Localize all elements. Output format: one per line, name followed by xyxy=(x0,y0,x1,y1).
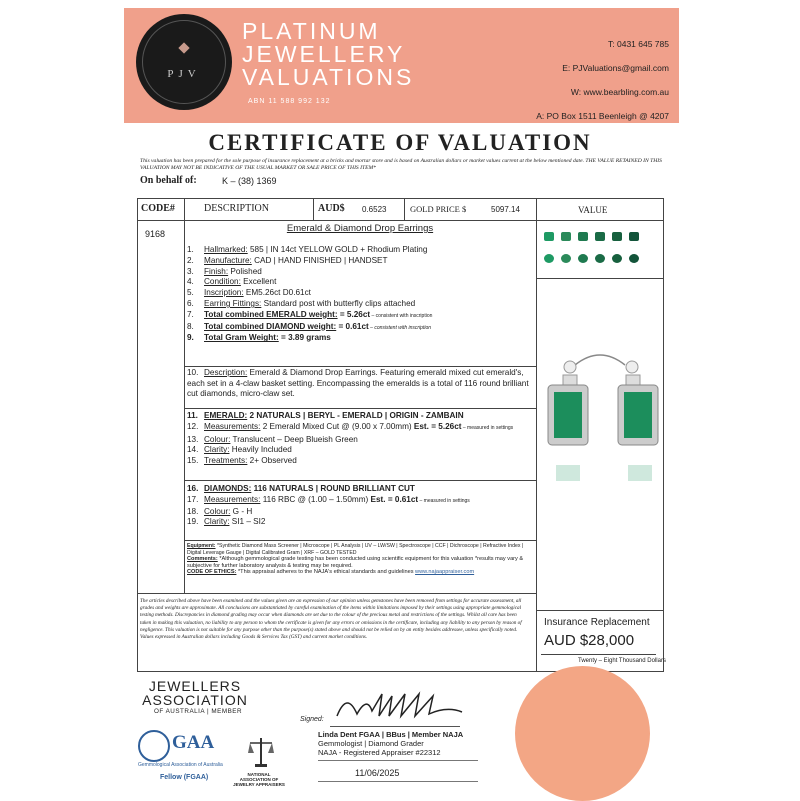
emerald-details xyxy=(187,411,513,467)
abn-number: ABN 11 588 992 132 xyxy=(248,98,331,105)
naja-full-name: NATIONAL ASSOCIATION OF JEWELRY APPRAISERS xyxy=(233,772,285,787)
date-line-bottom xyxy=(318,781,478,782)
company-logo xyxy=(136,14,232,110)
header-divider xyxy=(137,220,664,221)
list-item: 11. EMERALD: 2 NATURALS | BERYL - EMERALD | ORIGIN - ZAMBAIN xyxy=(187,411,464,420)
postal-address: A: PO Box 1511 Beenleigh @ 4207 xyxy=(536,111,669,121)
gold-price-header: GOLD PRICE $ xyxy=(410,204,467,214)
item-code: 9168 xyxy=(145,229,166,239)
legal-disclaimer: The articles described above have been examined and the values given are an expression of our opinion unless gemstones have been removed from settings for accurate assessment, all grades and weights are approximate. All conclusions are substantiated by careful examination of the items within limitations imposed by their settings using appropriate gemmological testing methods. Discrepancies in diamond grading may occur when diamonds are set due to the colour of the precious metal and restrictions of the settings. Whilst all care has been taken in making this valuation, no liability to any person to whom the certificate is given for any errors or omissions in the certificate, including any liability to any person by reason of negligence. This valuation is not suitable for any purpose other than the purpose(s) stated above and should not be relied on by an entity besides addressee, unless specifically noted. Values expressed in Australian dollars including Goods & Services Tax (GST) and current market conditions. xyxy=(140,598,522,641)
row-divider xyxy=(184,408,536,409)
naja-link[interactable]: www.najaappraiser.com xyxy=(415,569,475,576)
website-link[interactable]: W: www.bearbling.com.au xyxy=(570,87,669,97)
row-divider xyxy=(184,480,536,481)
colour-swatch xyxy=(629,254,639,263)
insurance-value-words: Twenty – Eight Thousand Dollars xyxy=(578,658,666,664)
colour-swatch xyxy=(578,232,588,241)
header-cell-divider xyxy=(313,198,314,220)
email-address[interactable]: E: PJValuations@gmail.com xyxy=(562,63,669,73)
value-column-divider xyxy=(536,198,537,671)
list-item: 9. Total Gram Weight: = 3.89 grams xyxy=(187,333,331,343)
colour-swatch xyxy=(595,232,605,241)
item-description: 10. Description: Emerald & Diamond Drop Earrings. Featuring emerald mixed cut emerald's, each set in a 4-claw basket setting. Encompassing the emeralds is a total of 116 round brilliant cut diamonds, micro-claw set. xyxy=(187,368,529,398)
colour-swatch xyxy=(578,254,588,263)
row-divider xyxy=(137,593,536,594)
description-header: DESCRIPTION xyxy=(204,203,270,214)
signer-name: Linda Dent FGAA | BBus | Member NAJA xyxy=(318,730,464,739)
contact-details xyxy=(536,32,669,128)
logo-text: PJV xyxy=(167,68,201,80)
letterhead-banner xyxy=(124,8,679,123)
code-column-divider xyxy=(184,198,185,593)
list-item: 16. DIAMONDS: 116 NATURALS | ROUND BRILLIANT CUT xyxy=(187,484,415,493)
list-item: 17. Measurements: 116 RBC @ (1.00 – 1.50mm) Est. = 0.61ct – measured in settings xyxy=(187,494,470,504)
ethics-note: CODE OF ETHICS: *This appraisal adheres to the NAJA's ethical standards and guidelines www.najaappraiser.com xyxy=(187,569,475,576)
list-item: 14. Clarity: Heavily Included xyxy=(187,445,292,455)
list-item: 4. Condition: Excellent xyxy=(187,277,277,287)
company-name xyxy=(242,20,414,89)
date-line-top xyxy=(318,760,478,761)
code-header: CODE# xyxy=(141,203,175,214)
colour-swatch xyxy=(544,254,554,263)
colour-swatch xyxy=(629,232,639,241)
list-item: 3. Finish: Polished xyxy=(187,266,262,276)
colour-swatch xyxy=(612,254,622,263)
list-item: 13. Colour: Translucent – Deep Blueish Green xyxy=(187,434,358,444)
brand-line: VALUATIONS xyxy=(242,64,415,90)
equipment-note: Equipment: *Synthetic Diamond Mass Screener | Microscope | PL Analysis | UV – LW/SW | Spectroscope | CCF | Dichroscope | Refractive Index | Digital Leverage Gauge | Digital Calibrated Gram | XRF – GOLD TESTED xyxy=(187,543,524,556)
signer-title: Gemmologist | Diamond Grader xyxy=(318,739,424,748)
value-underline xyxy=(541,654,656,655)
list-item: 12. Measurements: 2 Emerald Mixed Cut @ (9.00 x 7.00mm) Est. = 5.26ct – measured in settings xyxy=(187,421,514,431)
list-item: 19. Clarity: SI1 – SI2 xyxy=(187,517,266,527)
row-divider xyxy=(184,540,536,541)
jewellers-association-logo: JEWELLERS ASSOCIATION xyxy=(142,678,248,708)
fellow-designation: Fellow (FGAA) xyxy=(160,774,209,781)
item-details-list xyxy=(187,245,432,344)
chart-divider xyxy=(536,278,663,279)
scales-icon xyxy=(248,735,274,769)
colour-swatch xyxy=(612,232,622,241)
testing-notes xyxy=(187,543,529,576)
list-item: 2. Manufacture: CAD | HAND FINISHED | HANDSET xyxy=(187,255,388,265)
valuation-date: 11/06/2025 xyxy=(355,768,400,778)
company-seal-stamp xyxy=(515,666,650,801)
header-cell-divider xyxy=(404,198,405,220)
brand-line: JEWELLERY xyxy=(242,41,406,67)
gaa-logo-text: GAA xyxy=(172,732,215,753)
behalf-label: On behalf of: xyxy=(140,175,197,186)
list-item: 8. Total combined DIAMOND weight: = 0.61ct – consistent with inscription xyxy=(187,321,432,331)
gold-price-value: 5097.14 xyxy=(491,205,520,214)
list-item: 6. Earring Fittings: Standard post with butterfly clips attached xyxy=(187,298,416,308)
signature-line xyxy=(330,726,460,727)
emerald-colour-chart xyxy=(540,226,658,276)
signed-label: Signed: xyxy=(300,716,324,723)
diamond-details xyxy=(187,484,470,528)
gaa-emblem-icon xyxy=(138,730,170,762)
phone-number: T: 0431 645 785 xyxy=(608,39,669,49)
signer-registration: NAJA - Registered Appraiser #22312 xyxy=(318,748,441,757)
aud-header: AUD$ xyxy=(318,203,345,214)
certificate-title: CERTIFICATE OF VALUATION xyxy=(208,130,592,155)
behalf-value: K – (38) 1369 xyxy=(222,176,277,186)
logo-ring xyxy=(142,20,226,104)
insurance-label: Insurance Replacement xyxy=(544,617,650,628)
colour-swatch xyxy=(561,232,571,241)
insurance-value: AUD $28,000 xyxy=(544,632,635,649)
list-item: 18. Colour: G - H xyxy=(187,506,253,516)
aud-rate: 0.6523 xyxy=(362,205,387,214)
comments-note: Comments: *Although gemmological grade testing has been conducted using scientific equipment for this valuation *results may vary & subjective for further laboratory analysis & testing may be required. xyxy=(187,556,524,569)
row-divider xyxy=(184,366,536,367)
ja-member-label: OF AUSTRALIA | MEMBER xyxy=(153,708,243,715)
earrings-photo xyxy=(540,345,660,495)
gaa-full-name: Gemmological Association of Australia xyxy=(138,762,223,768)
list-item: 15. Treatments: 2+ Observed xyxy=(187,456,297,466)
list-item: 5. Inscription: EM5.26ct D0.61ct xyxy=(187,288,311,298)
brand-line: PLATINUM xyxy=(242,18,381,44)
colour-swatch xyxy=(561,254,571,263)
list-item: 7. Total combined EMERALD weight: = 5.26ct – consistent with inscription xyxy=(187,309,433,319)
item-title: Emerald & Diamond Drop Earrings xyxy=(286,223,434,234)
intro-statement: This valuation has been prepared for the sole purpose of insurance replacement at a bricks and mortar store and is based on Australian dollars or market values current at the below mentioned date. THE VALUE RETAINED IN THIS VALUATION MAY NOT BE INDICATIVE OF THE USUAL MARKET OR SALE PRICE OF THIS ITEM* xyxy=(140,158,662,171)
list-item: 1. Hallmarked: 585 | IN 14ct YELLOW GOLD + Rhodium Plating xyxy=(187,245,428,254)
colour-swatch xyxy=(595,254,605,263)
value-header: VALUE xyxy=(578,205,608,215)
value-divider xyxy=(536,610,663,611)
colour-swatch xyxy=(544,232,554,241)
signer-details xyxy=(318,730,463,757)
signature-image xyxy=(327,686,467,726)
